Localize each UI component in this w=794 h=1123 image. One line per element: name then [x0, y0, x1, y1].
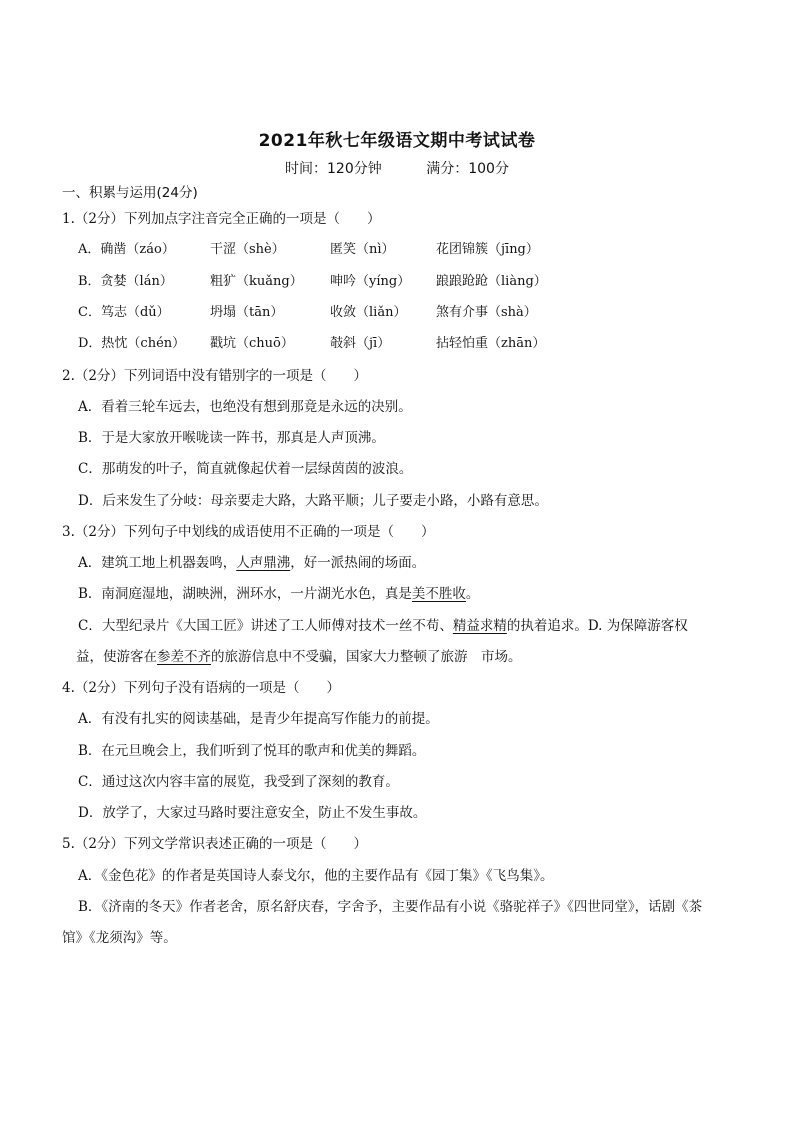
- option-text: 。: [465, 586, 480, 602]
- option-item: 呻吟（yíng）: [330, 274, 411, 289]
- option-item: 花团锦簇（jīng）: [436, 242, 539, 257]
- option-item: C．笃志（dǔ）: [78, 305, 170, 320]
- question-3-option-d: [76, 647, 522, 667]
- question-4-option-d: D．放学了，大家过马路时要注意安全，防止不发生事故。: [78, 805, 427, 821]
- option-item: 拈轻怕重（zhān）: [436, 336, 546, 351]
- option-text: 的旅游信息中不受骗，国家大力整顿了旅游 市场。: [211, 649, 522, 665]
- option-text: ，好一派热闹的场面。: [290, 555, 426, 571]
- option-item: 收敛（liǎn）: [330, 305, 407, 320]
- question-5-stem: 5.（2分）下列文学常识表述正确的一项是（ ）: [62, 836, 367, 852]
- question-2-option-b: B．于是大家放开喉咙读一阵书，那真是人声顶沸。: [78, 430, 385, 446]
- option-item: B．贪婪（lán）: [78, 274, 173, 289]
- exam-title: 2021年秋七年级语文期中考试试卷: [258, 131, 536, 151]
- option-text: C．大型纪录片《大国工匠》讲述了工人师傅对技术一丝不苟、: [78, 618, 453, 634]
- question-4-option-a: A．有没有扎实的阅读基础，是青少年提高写作能力的前提。: [78, 711, 439, 727]
- option-item: D．热忱（chén）: [78, 336, 186, 351]
- option-item: A．确凿（záo）: [78, 242, 175, 257]
- section-heading: 一、积累与运用(24分): [62, 185, 198, 201]
- question-2-option-d: D．后来发生了分岐：母亲要走大路，大路平顺；儿子要走小路，小路有意思。: [78, 493, 548, 509]
- question-4-option-b: B．在元旦晚会上，我们听到了悦耳的歌声和优美的舞蹈。: [78, 743, 426, 759]
- question-2-option-c: C．那萌发的叶子，简直就像起伏着一层绿茵茵的波浪。: [78, 461, 413, 477]
- underlined-idiom: 人声鼎沸: [236, 555, 291, 571]
- option-item: 坍塌（tān）: [210, 305, 284, 320]
- question-3-stem: 3.（2分）下列句子中划线的成语使用不正确的一项是（ ）: [62, 524, 435, 540]
- question-4-stem: 4.（2分）下列句子没有语病的一项是（ ）: [62, 680, 340, 696]
- question-1-stem: 1.（2分）下列加点字注音完全正确的一项是（ ）: [62, 211, 381, 227]
- option-text: 的执着追求。D. 为保障游客权: [506, 618, 688, 634]
- question-3-option-b: [78, 584, 479, 604]
- question-5-option-b: B．《济南的冬天》作者老舍，原名舒庆春，字舍予，主要作品有小说《骆驼祥子》《四世同堂》，话剧《茶: [78, 899, 703, 915]
- question-5-option-b-continued: 馆》《龙须沟》等。: [62, 930, 177, 946]
- underlined-idiom: 精益求精: [452, 618, 507, 634]
- question-3-option-c: [78, 616, 688, 636]
- question-2-option-a: A．看着三轮车远去，也绝没有想到那竟是永远的决别。: [78, 399, 412, 415]
- option-item: 戳坑（chuō）: [210, 336, 294, 351]
- question-2-stem: 2.（2分）下列词语中没有错别字的一项是（ ）: [62, 368, 367, 384]
- option-item: 攲斜（jī）: [330, 336, 391, 351]
- underlined-idiom: 参差不齐: [157, 649, 211, 665]
- question-5-option-a: A．《金色花》的作者是英国诗人泰戈尔，他的主要作品有《园丁集》《飞鸟集》。: [78, 868, 554, 884]
- option-text: A．建筑工地上机器轰鸣，: [78, 555, 237, 571]
- option-item: 匿笑（nì）: [330, 242, 395, 257]
- option-text: 益，使游客在: [76, 649, 157, 665]
- underlined-idiom: 美不胜收: [411, 586, 466, 602]
- option-item: 踉踉跄跄（liàng）: [436, 274, 547, 289]
- option-text: B．南洞庭湿地，湖映洲，洲环水，一片湖光水色，真是: [78, 586, 412, 602]
- option-item: 粗犷（kuǎng）: [210, 274, 303, 289]
- option-item: 煞有介事（shà）: [436, 305, 537, 320]
- option-item: 干涩（shè）: [210, 242, 285, 257]
- exam-time-and-score: 时间：120分钟 满分：100分: [285, 161, 509, 177]
- question-4-option-c: C．通过这次内容丰富的展览，我受到了深刻的教育。: [78, 774, 399, 790]
- question-3-option-a: [78, 553, 425, 573]
